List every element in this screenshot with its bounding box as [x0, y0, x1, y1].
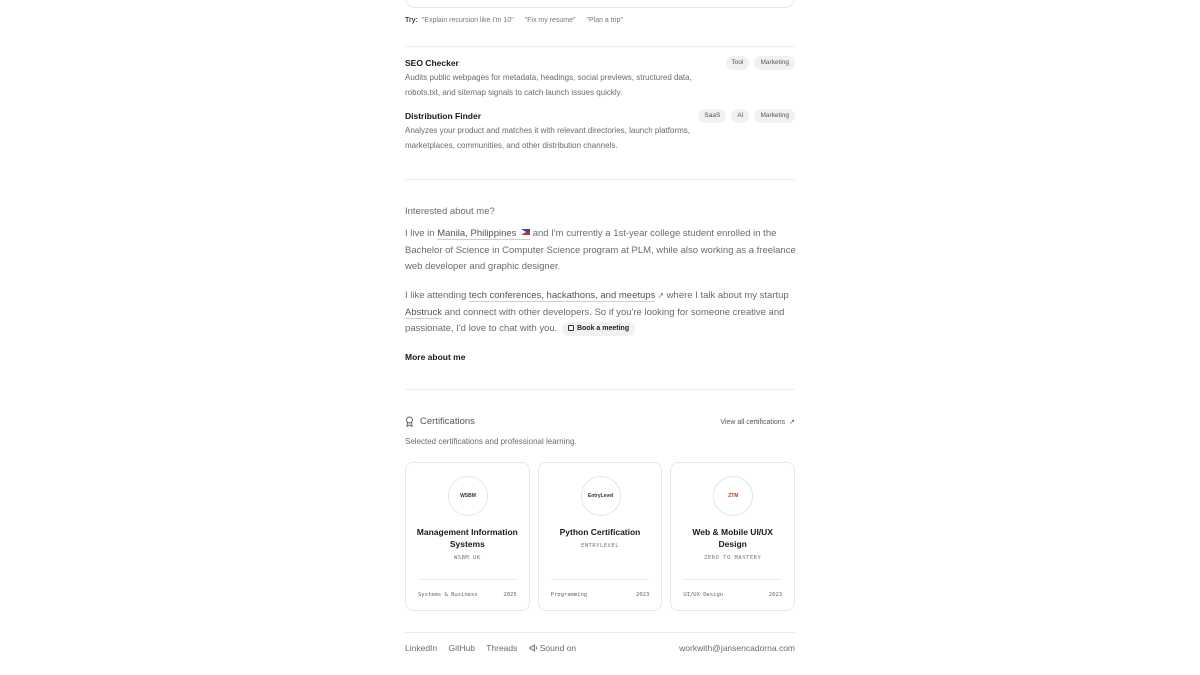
certification-title: Management Information Systems: [416, 527, 518, 549]
suggestion-chip[interactable]: "Fix my resume": [524, 17, 576, 24]
book-meeting-label: Book a meeting: [576, 325, 630, 332]
threads-link[interactable]: Threads: [486, 643, 518, 653]
project-item-distribution-finder[interactable]: [405, 111, 795, 153]
location-text: Manila, Philippines: [437, 228, 517, 239]
certification-card[interactable]: [538, 462, 663, 611]
card-footer: [550, 579, 650, 598]
events-link[interactable]: [469, 290, 655, 302]
certification-issuer: ZERO TO MASTERY: [704, 555, 762, 561]
view-all-label: View all certifications: [720, 419, 786, 426]
logo-text: ZTM: [728, 493, 739, 499]
certification-title: Web & Mobile UI/UX Design: [692, 527, 773, 549]
project-tags: [698, 109, 795, 123]
external-link-icon: ↗: [789, 419, 795, 426]
certifications-title-text: Certifications: [420, 416, 475, 427]
tag: SaaS: [698, 109, 726, 123]
certification-year: 2025: [503, 592, 517, 598]
certifications-subtitle: Selected certifications and professional learning.: [405, 437, 577, 446]
project-description: Analyzes your product and matches it with relevant directories, launch platforms, marketplaces, communities, and other distribution channels.: [405, 126, 691, 150]
about-heading: Interested about me?: [405, 206, 495, 217]
certification-year: 2023: [768, 592, 783, 598]
more-about-me-link[interactable]: More about me: [405, 352, 466, 362]
logo-text: WSBM: [460, 493, 476, 499]
tag: Marketing: [754, 109, 795, 123]
project-name: Distribution Finder: [405, 111, 482, 121]
wsbm-logo: [448, 476, 488, 516]
text: where I talk about my startup: [664, 290, 789, 301]
card-footer: [418, 579, 517, 598]
certifications-header: [405, 416, 795, 427]
award-icon: [405, 416, 414, 427]
email-link[interactable]: workwith@jansencadorna.com: [679, 643, 795, 653]
external-link-icon: ↗: [657, 291, 665, 300]
prompt-suggestions: [405, 17, 632, 24]
suggestion-chip[interactable]: "Plan a trip": [586, 17, 623, 24]
certification-year: 2023: [636, 592, 650, 598]
divider: [405, 179, 795, 180]
card-footer: [683, 579, 783, 598]
prompt-input-box[interactable]: [405, 0, 795, 8]
about-paragraph-1: [405, 226, 797, 276]
startup-link[interactable]: Abstruck: [405, 306, 442, 318]
try-label: Try:: [405, 17, 418, 24]
certification-category: Systems & Business: [418, 592, 478, 598]
divider: [405, 46, 795, 47]
about-paragraph-2: [405, 288, 797, 338]
project-item-seo-checker[interactable]: [405, 58, 795, 100]
view-all-certifications-link[interactable]: [720, 418, 795, 426]
speaker-icon: [529, 644, 538, 652]
github-link[interactable]: GitHub: [448, 643, 475, 653]
tag: Tool: [726, 56, 750, 70]
linkedin-link[interactable]: LinkedIn: [405, 643, 438, 653]
certification-category: UI/UX Design: [683, 592, 724, 598]
certification-issuer: ENTRYLEVEL: [580, 543, 620, 549]
divider: [405, 632, 795, 633]
certification-issuer: WSBM UK: [453, 555, 481, 561]
certification-category: Programming: [550, 592, 588, 598]
ztm-logo: [713, 476, 753, 516]
certification-title: Python Certification: [559, 527, 641, 537]
entrylevel-logo: [581, 476, 621, 516]
book-meeting-button[interactable]: [562, 322, 635, 336]
certification-card[interactable]: [670, 462, 795, 611]
location-link[interactable]: [437, 228, 530, 240]
project-tags: [726, 56, 795, 70]
calendar-icon: [568, 325, 574, 331]
certification-card[interactable]: [405, 462, 530, 611]
sound-toggle[interactable]: [529, 643, 585, 653]
tag: Marketing: [754, 56, 795, 70]
text: and I'm currently a 1st-year college student enrolled in the Bachelor of Science in Computer Science program at PLM, while also working as a freelance web developer and graphic designer.: [405, 228, 796, 272]
suggestion-chip[interactable]: "Explain recursion like I'm 10": [421, 17, 514, 24]
text: and connect with other developers. So if you're looking for someone creative and passionate, I'd love to chat with you.: [405, 306, 785, 334]
sound-label: Sound on: [539, 643, 577, 653]
philippines-flag-icon: [521, 229, 530, 235]
text: I live in: [405, 228, 438, 239]
events-link-text: tech conferences, hackathons, and meetups: [468, 290, 656, 301]
project-name: SEO Checker: [405, 58, 459, 68]
certification-cards: [405, 462, 795, 611]
tag: AI: [731, 109, 749, 123]
project-description: Audits public webpages for metadata, headings, social previews, structured data, robots.txt, and sitemap signals to catch launch issues quickly.: [405, 73, 692, 97]
text: I like attending: [405, 290, 469, 301]
logo-text: EntryLevel: [587, 493, 614, 499]
divider: [405, 389, 795, 390]
footer: [405, 643, 795, 653]
